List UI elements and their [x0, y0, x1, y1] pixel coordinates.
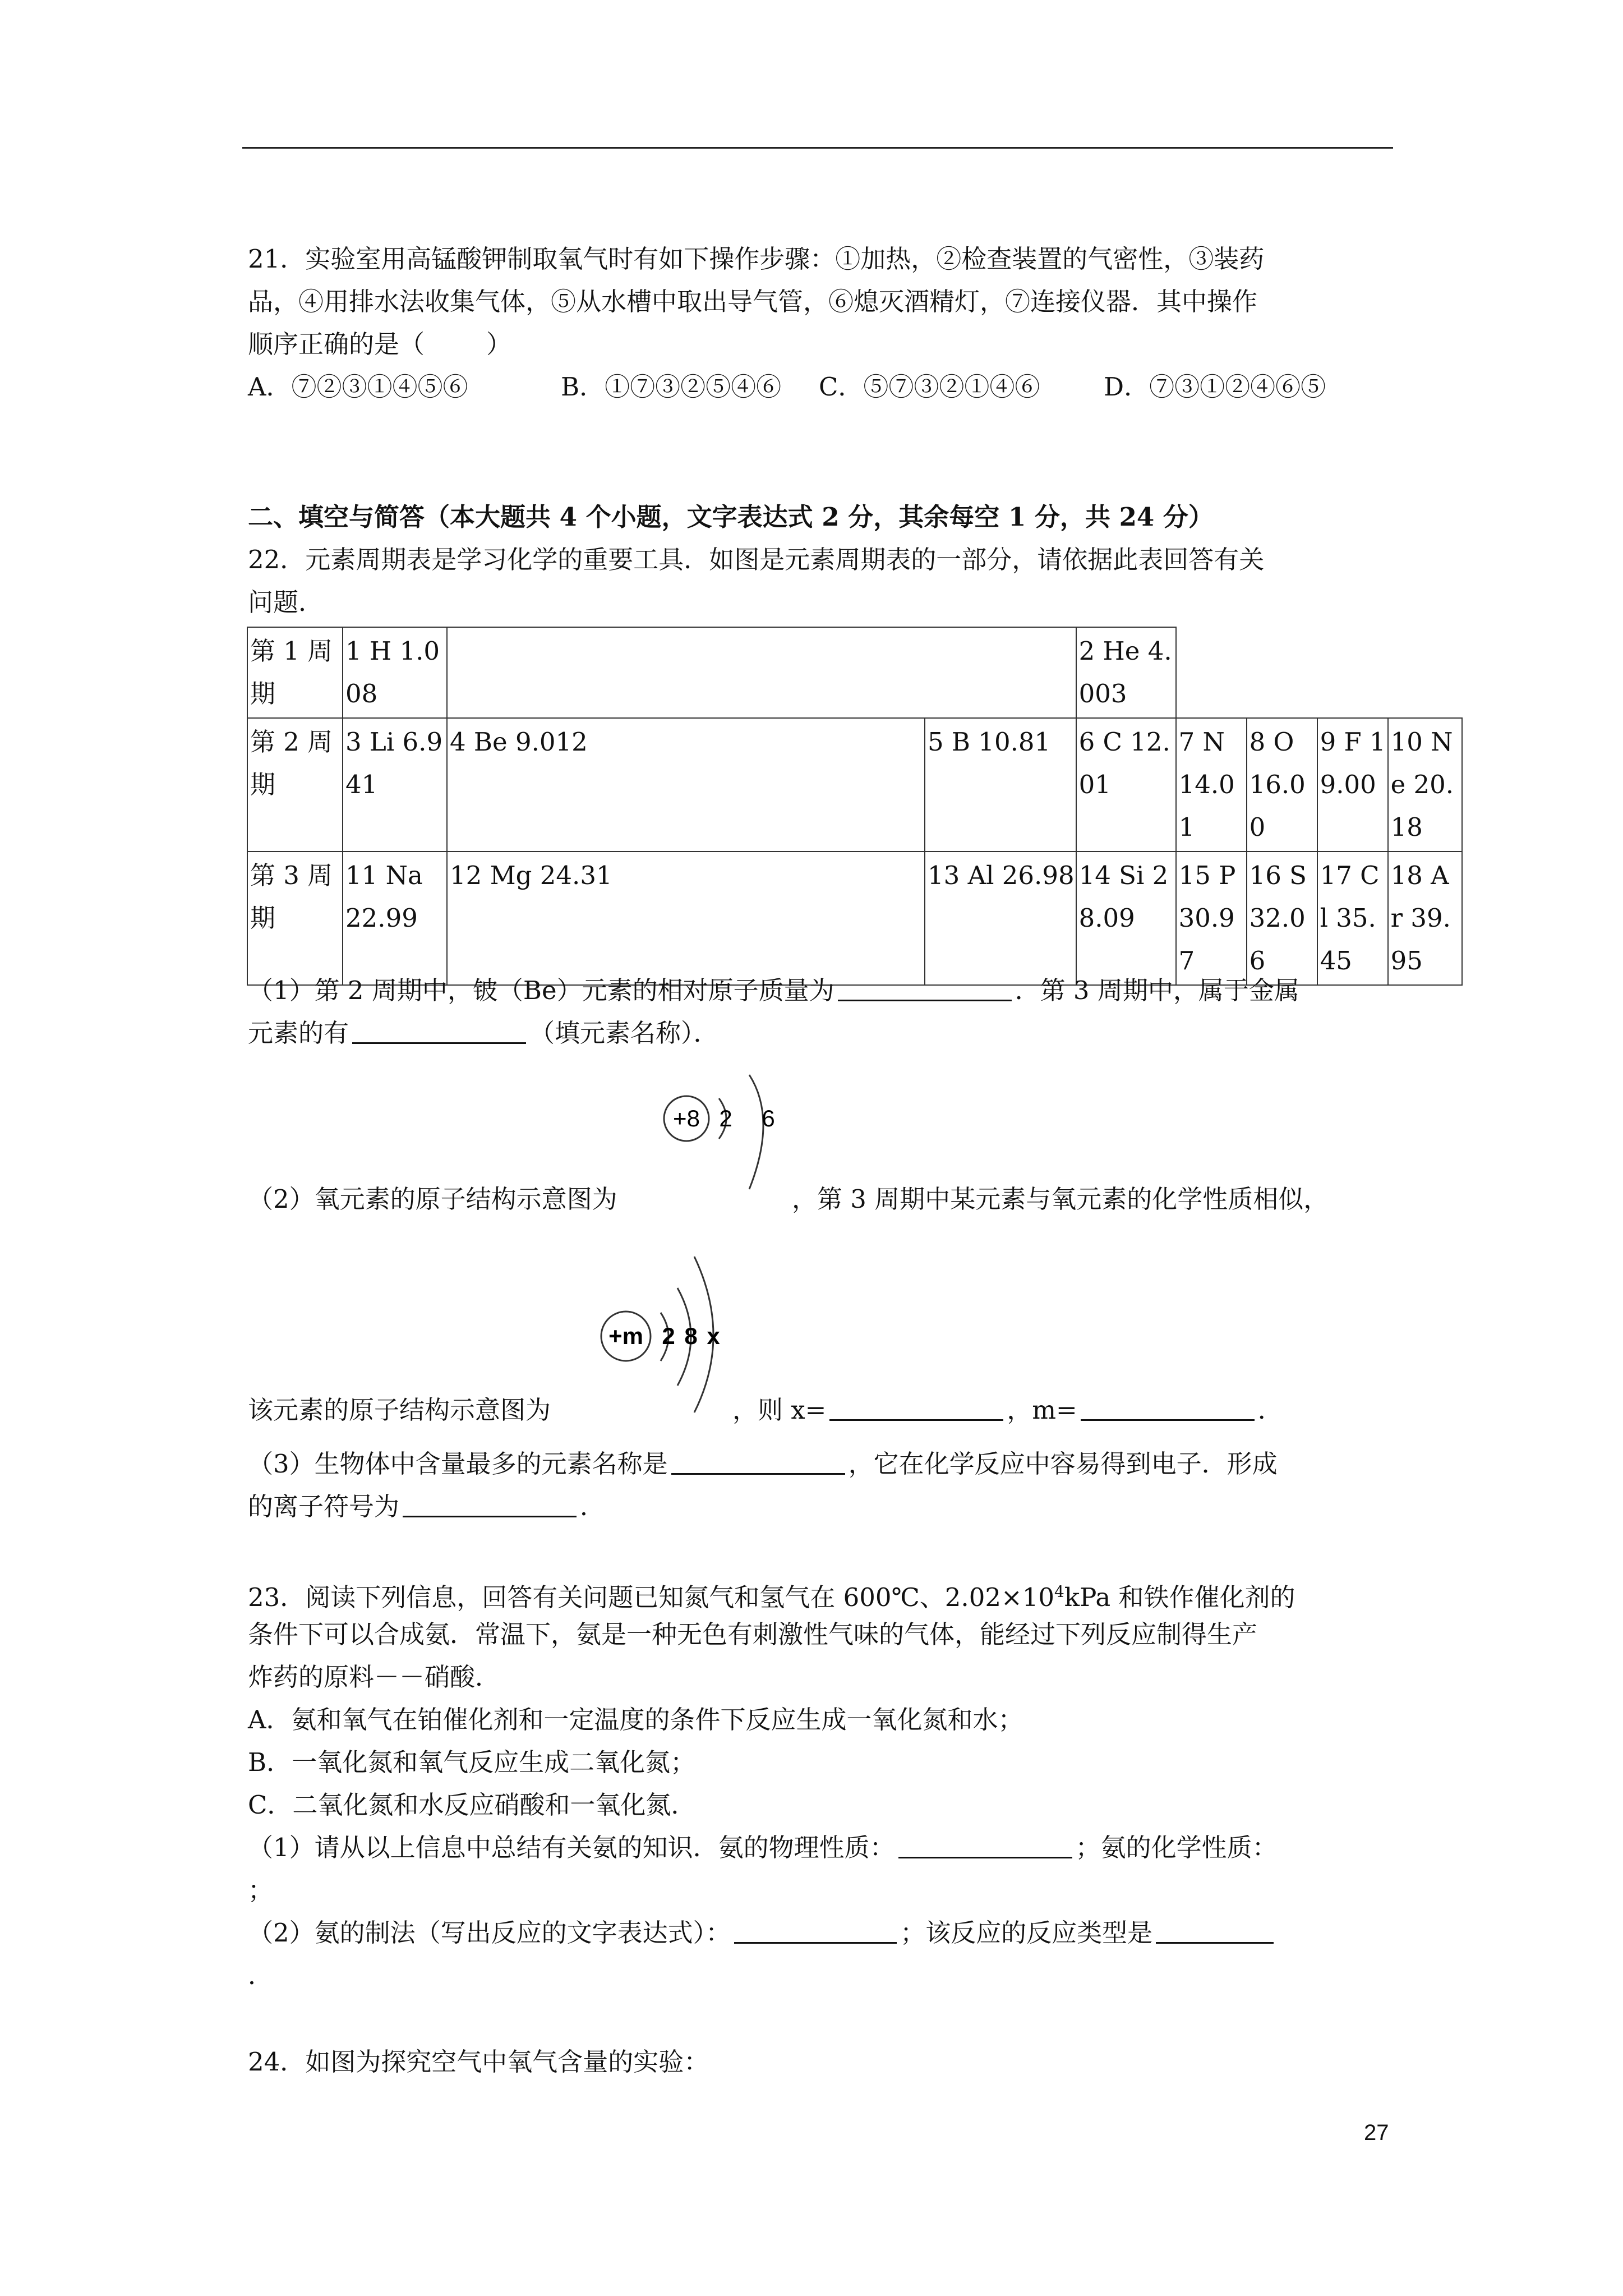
element-li: 3 Li 6.941 — [343, 718, 447, 852]
q22-sub2-line-2-end — [732, 1393, 1283, 1427]
q22-line-2: 问题． — [248, 587, 324, 617]
unknown-shell-2-count: 8 — [684, 1323, 698, 1349]
element-b: 5 B 10.81 — [925, 718, 1076, 852]
q23-sub2-line — [248, 1916, 1277, 1950]
unknown-shell-3-count: x — [707, 1323, 720, 1349]
q21-line-2: 品，④用排水法收集气体，⑤从水槽中取出导气管，⑥熄灭酒精灯，⑦连接仪器．其中操作 — [248, 287, 1258, 316]
oxygen-shell-2 — [749, 1075, 763, 1189]
element-s: 16 S 32.06 — [1247, 852, 1317, 985]
element-he: 2 He 4.003 — [1076, 627, 1176, 718]
q22-sub1-line-2 — [248, 1016, 719, 1050]
oxygen-atom-diagram — [656, 1071, 791, 1200]
q23-sub1-text-b: ；氨的化学性质： — [1075, 1833, 1278, 1862]
q22-sub2-text-f: ． — [1257, 1395, 1283, 1425]
element-mg: 12 Mg 24.31 — [447, 852, 925, 985]
page-number: 27 — [1364, 2120, 1389, 2145]
q23-line-1-text-b: kPa 和铁作催化剂的 — [1064, 1582, 1295, 1612]
q22-sub2-line-1 — [248, 1182, 617, 1216]
q22-sub1-text-a: （1）第 2 周期中，铍（Be）元素的相对原子质量为 — [248, 976, 834, 1005]
unknown-nucleus-label: +m — [608, 1323, 643, 1349]
period-1-cell: 第 1 周期 — [247, 627, 343, 718]
q22-sub3-line-1 — [248, 1447, 1278, 1481]
answer-blank — [829, 1397, 1003, 1421]
period-3-cell: 第 3 周期 — [247, 852, 343, 985]
q23-reaction-a: A．氨和氧气在铂催化剂和一定温度的条件下反应生成一氧化氮和水； — [248, 1705, 1023, 1734]
q23-sub1-line-2: ； — [248, 1875, 274, 1905]
table-row — [247, 718, 1462, 852]
q22-sub2-text-d: ，则 x= — [732, 1395, 827, 1425]
q24-line-1: 24．如图为探究空气中氧气含量的实验： — [248, 2047, 709, 2077]
element-n: 7 N 14.01 — [1176, 718, 1247, 852]
answer-blank — [403, 1493, 577, 1517]
element-cl: 17 Cl 35.45 — [1317, 852, 1388, 985]
q23-exponent: 4 — [1054, 1582, 1064, 1601]
answer-blank — [898, 1834, 1072, 1858]
unknown-shell-1-count: 2 — [662, 1323, 675, 1349]
q23-sub2-text-a: （2）氨的制法（写出反应的文字表达式）： — [248, 1918, 731, 1948]
q21-option-c: C．⑤⑦③②①④⑥ — [819, 372, 1040, 402]
q22-sub1-text-b: ．第 3 周期中，属于金属 — [1015, 976, 1299, 1005]
header-rule — [242, 147, 1393, 149]
q22-sub3-text-a: （3）生物体中含量最多的元素名称是 — [248, 1449, 668, 1479]
q22-sub3-text-c: 的离子符号为 — [248, 1492, 400, 1521]
q22-sub1-text-c: 元素的有 — [248, 1018, 349, 1048]
q23-line-2: 条件下可以合成氨．常温下，氨是一种无色有刺激性气味的气体，能经过下列反应制得生产 — [248, 1619, 1258, 1649]
element-si: 14 Si 28.09 — [1076, 852, 1176, 985]
q22-sub1-line-1 — [248, 974, 1299, 1007]
element-ne: 10 Ne 20.18 — [1388, 718, 1462, 852]
q21-line-3-end: ） — [486, 329, 512, 359]
q22-sub3-line-2 — [248, 1490, 605, 1524]
answer-blank — [352, 1020, 526, 1044]
oxygen-shell-1-count: 2 — [719, 1105, 732, 1131]
blank-area — [1176, 627, 1462, 718]
element-h: 1 H 1.008 — [343, 627, 447, 718]
answer-blank — [734, 1920, 897, 1944]
answer-blank — [671, 1451, 845, 1475]
q22-sub1-text-d: （填元素名称）． — [529, 1018, 719, 1048]
q23-sub2-text-b: ；该反应的反应类型是 — [900, 1918, 1153, 1948]
q23-line-1-text-a: 23．阅读下列信息，回答有关问题已知氮气和氢气在 600℃、2.02×10 — [248, 1582, 1054, 1612]
q22-line-1: 22．元素周期表是学习化学的重要工具．如图是元素周期表的一部分，请依据此表回答有关 — [248, 545, 1265, 574]
q22-sub2-text-a: （2）氧元素的原子结构示意图为 — [248, 1184, 617, 1214]
q22-sub2-line-1-end: ，第 3 周期中某元素与氧元素的化学性质相似， — [792, 1184, 1329, 1214]
element-p: 15 P 30.97 — [1176, 852, 1247, 985]
section-2-title: 二、填空与简答（本大题共 4 个小题，文字表达式 2 分，其余每空 1 分，共 24 分） — [248, 502, 1214, 532]
q21-option-d: D．⑦③①②④⑥⑤ — [1104, 372, 1326, 402]
q22-sub2-text-e: ，m= — [1007, 1395, 1077, 1425]
table-row — [247, 627, 1462, 718]
q23-sub1-line — [248, 1831, 1278, 1865]
q23-line-1 — [248, 1575, 1295, 1614]
q21-line-1: 21．实验室用高锰酸钾制取氧气时有如下操作步骤：①加热，②检查装置的气密性，③装药 — [248, 244, 1265, 274]
answer-blank — [1156, 1920, 1274, 1944]
q21-line-3-text: 顺序正确的是（ — [248, 329, 425, 359]
answer-blank — [1081, 1397, 1255, 1421]
oxygen-shell-2-count: 6 — [762, 1105, 775, 1131]
empty-cell — [447, 627, 1076, 718]
q23-line-3: 炸药的原料－－硝酸． — [248, 1662, 501, 1692]
element-o: 8 O 16.00 — [1247, 718, 1317, 852]
oxygen-nucleus-label: +8 — [673, 1105, 700, 1131]
element-al: 13 Al 26.98 — [925, 852, 1076, 985]
answer-blank — [838, 977, 1012, 1001]
element-be: 4 Be 9.012 — [447, 718, 925, 852]
element-f: 9 F 19.00 — [1317, 718, 1388, 852]
q22-sub2-text-c: 该元素的原子结构示意图为 — [248, 1395, 551, 1425]
q23-sub2-line-2: ． — [248, 1961, 274, 1990]
element-ar: 18 Ar 39.95 — [1388, 852, 1462, 985]
q21-option-a: A．⑦②③①④⑤⑥ — [248, 372, 468, 402]
q22-sub2-line-2 — [248, 1393, 551, 1427]
q21-line-3 — [248, 328, 511, 361]
q23-reaction-c: C．二氧化氮和水反应硝酸和一氧化氮． — [248, 1790, 697, 1820]
q22-sub3-text-d: ． — [580, 1492, 606, 1521]
element-c: 6 C 12.01 — [1076, 718, 1176, 852]
element-na: 11 Na 22.99 — [343, 852, 447, 985]
q23-reaction-b: B．一氧化氮和氧气反应生成二氧化氮； — [248, 1747, 696, 1777]
table-row — [247, 852, 1462, 985]
unknown-atom-diagram — [589, 1234, 740, 1419]
q21-option-b: B．①⑦③②⑤④⑥ — [561, 372, 782, 402]
period-2-cell: 第 2 周期 — [247, 718, 343, 852]
q23-sub1-text-a: （1）请从以上信息中总结有关氨的知识．氨的物理性质： — [248, 1833, 895, 1862]
q22-sub3-text-b: ，它在化学反应中容易得到电子．形成 — [848, 1449, 1278, 1479]
periodic-table — [247, 627, 1463, 986]
